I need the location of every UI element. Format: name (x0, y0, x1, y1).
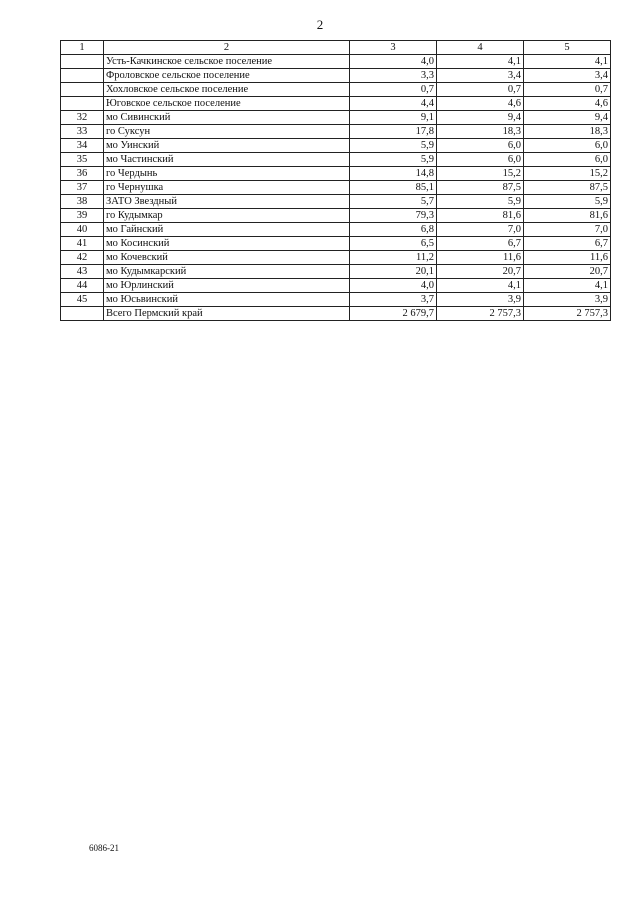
value-col-3: 4,0 (350, 279, 437, 293)
row-number: 36 (61, 167, 104, 181)
value-col-3: 14,8 (350, 167, 437, 181)
value-col-4: 9,4 (437, 111, 524, 125)
municipality-name: го Суксун (104, 125, 350, 139)
value-col-4: 3,4 (437, 69, 524, 83)
municipality-name: го Чердынь (104, 167, 350, 181)
value-col-4: 7,0 (437, 223, 524, 237)
municipality-name: Фроловское сельское поселение (104, 69, 350, 83)
row-number: 38 (61, 195, 104, 209)
row-number (61, 97, 104, 111)
municipality-name: Хохловское сельское поселение (104, 83, 350, 97)
value-col-5: 3,9 (524, 293, 611, 307)
value-col-4: 4,1 (437, 55, 524, 69)
value-col-5: 9,4 (524, 111, 611, 125)
municipality-name: мо Уинский (104, 139, 350, 153)
page-number: 2 (316, 17, 324, 32)
document-code: 6086-21 (89, 843, 119, 853)
value-col-4: 5,9 (437, 195, 524, 209)
table-row (61, 181, 611, 195)
row-number: 33 (61, 125, 104, 139)
value-col-5: 6,0 (524, 139, 611, 153)
table-row (61, 139, 611, 153)
value-col-5: 81,6 (524, 209, 611, 223)
table-row (61, 167, 611, 181)
data-table (60, 40, 611, 321)
table-row (61, 237, 611, 251)
value-col-3: 5,9 (350, 139, 437, 153)
value-col-3: 5,9 (350, 153, 437, 167)
value-col-5: 20,7 (524, 265, 611, 279)
table-row (61, 125, 611, 139)
municipality-name: мо Косинский (104, 237, 350, 251)
value-col-3: 79,3 (350, 209, 437, 223)
municipality-name: мо Кочевский (104, 251, 350, 265)
municipality-name: мо Юрлинский (104, 279, 350, 293)
table-body (61, 55, 611, 307)
value-col-5: 5,9 (524, 195, 611, 209)
table-row (61, 97, 611, 111)
row-number: 37 (61, 181, 104, 195)
value-col-5: 4,6 (524, 97, 611, 111)
municipality-name: ЗАТО Звездный (104, 195, 350, 209)
table-row (61, 153, 611, 167)
value-col-5: 87,5 (524, 181, 611, 195)
municipality-name: мо Частинский (104, 153, 350, 167)
value-col-4: 4,1 (437, 279, 524, 293)
row-number (61, 55, 104, 69)
municipality-name: мо Сивинский (104, 111, 350, 125)
value-col-3: 17,8 (350, 125, 437, 139)
table-row (61, 83, 611, 97)
row-number: 40 (61, 223, 104, 237)
municipality-name: го Кудымкар (104, 209, 350, 223)
value-col-3: 3,7 (350, 293, 437, 307)
value-col-5: 4,1 (524, 279, 611, 293)
municipality-name: мо Гайнский (104, 223, 350, 237)
table-row (61, 209, 611, 223)
value-col-3: 5,7 (350, 195, 437, 209)
value-col-5: 18,3 (524, 125, 611, 139)
row-number (61, 83, 104, 97)
table-header-row (61, 41, 611, 55)
table-row (61, 55, 611, 69)
total-label: Всего Пермский край (104, 307, 350, 321)
value-col-5: 3,4 (524, 69, 611, 83)
value-col-4: 81,6 (437, 209, 524, 223)
header-col-2: 2 (104, 41, 350, 55)
value-col-3: 20,1 (350, 265, 437, 279)
municipality-name: го Чернушка (104, 181, 350, 195)
table-row (61, 265, 611, 279)
value-col-3: 0,7 (350, 83, 437, 97)
municipality-name: мо Юсьвинский (104, 293, 350, 307)
value-col-3: 85,1 (350, 181, 437, 195)
value-col-3: 6,8 (350, 223, 437, 237)
municipality-name: Усть-Качкинское сельское поселение (104, 55, 350, 69)
total-value-3: 2 679,7 (350, 307, 437, 321)
value-col-4: 6,7 (437, 237, 524, 251)
value-col-3: 3,3 (350, 69, 437, 83)
value-col-3: 4,0 (350, 55, 437, 69)
header-col-3: 3 (350, 41, 437, 55)
value-col-4: 0,7 (437, 83, 524, 97)
header-col-4: 4 (437, 41, 524, 55)
value-col-5: 6,0 (524, 153, 611, 167)
value-col-4: 18,3 (437, 125, 524, 139)
value-col-3: 4,4 (350, 97, 437, 111)
value-col-4: 4,6 (437, 97, 524, 111)
table-row (61, 251, 611, 265)
table-row (61, 279, 611, 293)
value-col-3: 6,5 (350, 237, 437, 251)
value-col-4: 11,6 (437, 251, 524, 265)
total-number (61, 307, 104, 321)
value-col-5: 15,2 (524, 167, 611, 181)
value-col-5: 4,1 (524, 55, 611, 69)
municipality-name: Юговское сельское поселение (104, 97, 350, 111)
row-number (61, 69, 104, 83)
header-col-5: 5 (524, 41, 611, 55)
total-value-4: 2 757,3 (437, 307, 524, 321)
value-col-3: 9,1 (350, 111, 437, 125)
value-col-4: 20,7 (437, 265, 524, 279)
row-number: 39 (61, 209, 104, 223)
row-number: 41 (61, 237, 104, 251)
value-col-5: 11,6 (524, 251, 611, 265)
table-row (61, 195, 611, 209)
value-col-4: 3,9 (437, 293, 524, 307)
value-col-5: 0,7 (524, 83, 611, 97)
row-number: 44 (61, 279, 104, 293)
value-col-3: 11,2 (350, 251, 437, 265)
value-col-4: 6,0 (437, 153, 524, 167)
table-row (61, 69, 611, 83)
table-row (61, 293, 611, 307)
row-number: 32 (61, 111, 104, 125)
total-value-5: 2 757,3 (524, 307, 611, 321)
value-col-4: 6,0 (437, 139, 524, 153)
table-total-row (61, 307, 611, 321)
row-number: 42 (61, 251, 104, 265)
municipality-name: мо Кудымкарский (104, 265, 350, 279)
value-col-4: 15,2 (437, 167, 524, 181)
value-col-4: 87,5 (437, 181, 524, 195)
header-col-1: 1 (61, 41, 104, 55)
row-number: 43 (61, 265, 104, 279)
table-row (61, 111, 611, 125)
row-number: 45 (61, 293, 104, 307)
value-col-5: 7,0 (524, 223, 611, 237)
value-col-5: 6,7 (524, 237, 611, 251)
row-number: 35 (61, 153, 104, 167)
row-number: 34 (61, 139, 104, 153)
table-row (61, 223, 611, 237)
